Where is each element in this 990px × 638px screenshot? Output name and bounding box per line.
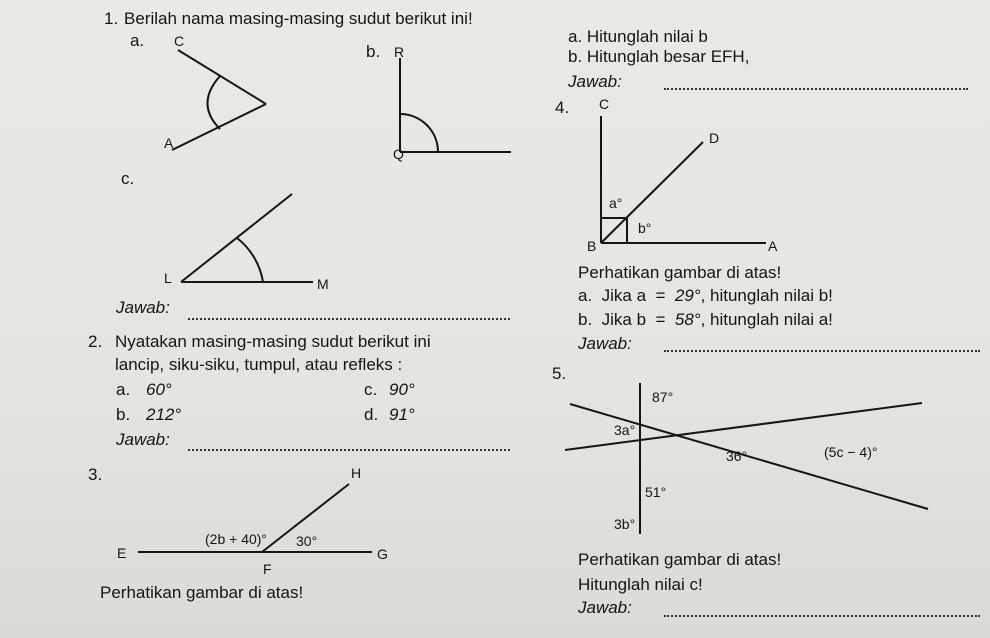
q1c-vertex-m: M (317, 276, 329, 292)
q5-line-rising (565, 403, 922, 450)
q1b-vertex-r: R (394, 44, 405, 60)
q4-answer-label: Jawab: (578, 334, 632, 353)
q1b-angle-arc (400, 114, 438, 152)
q1b-angle-figure (400, 58, 511, 152)
q5-angle-51: 51° (645, 484, 667, 500)
q4-ray-bd (601, 142, 703, 243)
q2-prompt-line1: Nyatakan masing-masing sudut berikut ini (115, 332, 431, 351)
q2-answer-label: Jawab: (116, 430, 170, 449)
q3-point-e: E (117, 545, 127, 561)
q1c-vertex-l: L (164, 270, 172, 286)
q2a-value: 60° (146, 380, 172, 399)
q4-figure (601, 116, 766, 243)
q3-answer-label: Jawab: (568, 72, 622, 91)
q4-note: Perhatikan gambar di atas! (578, 263, 782, 282)
q3-angle2: 30° (296, 533, 318, 549)
q4-angle-b: b° (638, 220, 652, 236)
q1a-label: a. (130, 31, 145, 50)
q5-angle-3a: 3a° (614, 422, 636, 438)
q5-angle-36: 36° (726, 448, 748, 464)
q5-angle-87: 87° (652, 389, 674, 405)
q1-prompt: Berilah nama masing-masing sudut berikut ini! (124, 9, 473, 28)
q5-angle-5c: (5c − 4)° (824, 444, 878, 460)
q3-number: 3. (88, 465, 103, 484)
q2b-label: b. (116, 405, 131, 424)
q4-number: 4. (555, 98, 570, 117)
q1b-label: b. (366, 42, 381, 61)
q1c-angle-figure (181, 194, 313, 282)
q5-line-falling (570, 404, 928, 509)
q4-task-b: b. Jika b = 58°, hitunglah nilai a! (578, 310, 833, 329)
q2c-value: 90° (389, 380, 415, 399)
q5-angle-3b: 3b° (614, 516, 636, 532)
q2-prompt-line2: lancip, siku-siku, tumpul, atau refleks : (115, 355, 403, 374)
q1a-vertex-a: A (164, 135, 174, 151)
q1a-angle-figure (172, 50, 266, 150)
q3-note: Perhatikan gambar di atas! (100, 583, 304, 602)
q4-angle-a: a° (609, 195, 623, 211)
q1b-vertex-q: Q (393, 146, 404, 162)
q5-task: Hitunglah nilai c! (578, 575, 703, 594)
q1-answer-label: Jawab: (116, 298, 170, 317)
q3-angle1: (2b + 40)° (205, 531, 268, 547)
q1a-vertex-c: C (174, 33, 185, 49)
q1c-label: c. (121, 169, 135, 188)
q2d-value: 91° (389, 405, 415, 424)
q5-figure (565, 383, 928, 534)
q3-point-g: G (377, 546, 388, 562)
q1a-angle-arc (208, 76, 221, 129)
q2c-label: c. (364, 380, 378, 399)
q3-point-h: H (351, 465, 362, 481)
q3-task-b: b. Hitunglah besar EFH, (568, 47, 750, 66)
q4-task-a: a. Jika a = 29°, hitunglah nilai b! (578, 286, 833, 305)
q2b-value: 212° (146, 405, 182, 424)
q4-point-d: D (709, 130, 720, 146)
q2a-label: a. (116, 380, 131, 399)
q5-note: Perhatikan gambar di atas! (578, 550, 782, 569)
q3-ray-fh (262, 484, 349, 552)
q1-number: 1. (104, 9, 119, 28)
q4-point-c: C (599, 96, 610, 112)
q1c-ray-upper (181, 194, 292, 282)
q5-number: 5. (552, 364, 567, 383)
q4-point-a: A (768, 238, 778, 254)
q2-number: 2. (88, 332, 103, 351)
q1c-angle-arc (237, 238, 263, 282)
q3-figure (138, 484, 372, 552)
q5-answer-label: Jawab: (578, 598, 632, 617)
q4-point-b: B (587, 238, 597, 254)
q3-point-f: F (263, 561, 272, 577)
q3-task-a: a. Hitunglah nilai b (568, 27, 708, 46)
q2d-label: d. (364, 405, 379, 424)
q1a-ray-upper (178, 50, 266, 104)
